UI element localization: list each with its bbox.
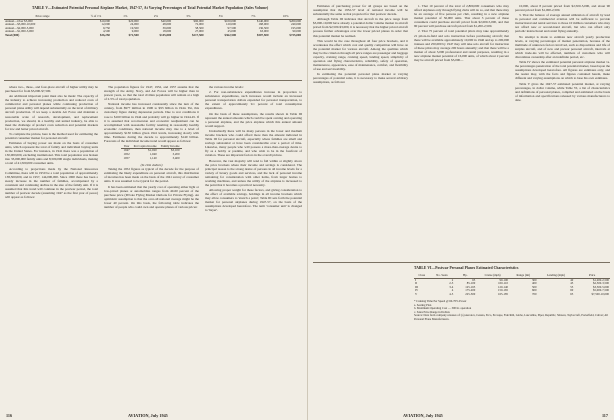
table-row <box>121 157 181 161</box>
table-cell: Annual—$3,000-10,000 <box>5 22 36 27</box>
running-footer: AVIATION, July 1945 <box>403 413 443 418</box>
table-cell: $60,000 <box>193 18 204 23</box>
paragraph: Table V gives the 1947-57 estimated potential market, at varying percentages, in dollar volume, while Table VI, a list of characteristics and definitions of personal planes, compiled and estimated on the basis of information and specifications released by various manufacturers to date. <box>515 81 610 102</box>
table-cell: V <box>415 291 418 296</box>
table-cell: $3,500-5,000 <box>593 284 609 289</box>
paragraph: To complete the picture, here is the method used for estimating the potential consumer market for personal aircraft: <box>5 131 98 140</box>
paragraph: 10,000, about 8 percent priced from $2,500-5,000, and about 90 percent priced from $1,000-2,500. <box>515 4 610 13</box>
table-cell: III <box>415 284 418 289</box>
table-cell: 85-100 <box>466 281 476 285</box>
table-cell: 168,000 <box>258 22 269 27</box>
page-117 <box>307 0 614 420</box>
paragraph: National income has increased consistently since the turn of the century, from $977 million in 1900 to $93 billion in 1944. Yet, this customary figure during depression periods. Due to war conditions it rose to $160 billion in 1944 and probably will go higher in 1944-45. If it is assumed that reconversion and economic readjustment can be accomplished with reasonable facility resulting in reasonably healthy economic conditions, then national income may rise to a level of approximately $130 billion given 1941 levels, increasing slowly with time. Estimates during the decade to approximately $140 billion. Forecasts of the individual income trend would appear as follows: <box>104 102 199 143</box>
table-cell: 24,000 <box>130 22 139 27</box>
table-row <box>414 293 610 297</box>
table-cell: 18,000 <box>162 29 172 34</box>
text-column-2 <box>104 85 199 405</box>
paragraph: No attempt is made to estimate new aircraft yearly production levels, at varying percentages of market penetration, because of the multitude of unknown factors involved, such as dispositions and life of surplus aircraft, and of new and prewar personal aircraft, intervals at which trade-ins will be effected, numbers of customers who will discontinue ownership after an indefinite period, etc. <box>515 34 610 59</box>
table-cell: 195,000 <box>290 25 301 30</box>
table-cell: 120,000 <box>225 22 237 27</box>
table-cell: 600 <box>532 288 537 292</box>
table-row-total <box>4 34 302 38</box>
table-cell: 120-140 <box>498 284 508 289</box>
table-header-cell: 5% <box>205 15 237 19</box>
table-cell: 1,040 <box>149 152 157 157</box>
divider <box>4 80 302 81</box>
paragraph: According to projections made by the National Resources Committee, there will in 1950 be a total population of approximately 138,500,000, and in 1957, 144,000,000. Since 1900 there has been a steady increase in the number of families, accompanied by a consistent and continuing decline in the size of the family unit. If it is assumed that this trend will continue in the postwar period, the total number of postwar decade (assuming 1947 as the first year of peace) will appear as follows: <box>5 166 98 199</box>
table-note: a. Seating Plan <box>414 302 432 307</box>
table-cell: 58,500 <box>195 25 204 30</box>
table5-caption: TABLE V—Estimated Potential Personal Airplane Market, 1947-57, At Varying Percentages of Total Potential Market Population (Sales Volume) <box>32 6 269 10</box>
paragraph: Estimates of purchasing power for all groups are based on the assumption that the 1952-57 level of national income will be substantially the same as that projected for that postwar decade. <box>313 4 408 17</box>
table-cell: 45 <box>570 281 574 285</box>
text-column-3 <box>515 4 610 254</box>
table-header-cell: Cruise (mph) <box>476 274 509 278</box>
table-cell: 500 <box>532 284 537 289</box>
table-cell: $5,000-7,500 <box>593 288 609 292</box>
table-cell: 300 <box>532 277 537 282</box>
table-cell: Annual—$1,000-3,000 <box>5 29 34 34</box>
table-cell: 45,000 <box>227 29 237 34</box>
table-cell: 3,400 <box>172 155 180 160</box>
table-cell: 72,000 <box>195 22 204 27</box>
table-header-cell: Range (mi) <box>509 274 538 278</box>
text-column-1 <box>313 4 408 254</box>
table-cell: 9,750 <box>102 25 110 30</box>
paragraph: Allowing proper weight for these factors, and giving consideration to the effect of available savings, holdings in all income brackets which may allow consumers to 'stretch a point', Table III sets forth the potential market for personal airplanes during 1947-57, on the basis of the assumptions developed heretofore. The term 'consumer unit' is changed to 'buyer'. <box>205 188 302 213</box>
table-cell: 90,000 <box>292 29 301 34</box>
table-header-cell: Price <box>574 274 610 278</box>
table-header-cell: 10% <box>270 15 303 19</box>
paragraph: 2. That 75 percent of total potential pilots may take approximately 21 pilots-in-field and solo instruction before purchasing aircraft; that there will be available approximately 10,000 in 1946 and up to 200,000 trainees and 250,000 by 1947 they will take solo aircraft for instruction of these pilots may average 200 hours annually; and that there will be a market of about 3,000 professional and rental purposes, resulting in a new airplane market potential of 16,000 units, of which about 2 percent may be aircraft priced from $5,000— <box>414 29 509 62</box>
table-cell: $100,000 <box>224 18 237 23</box>
table-cell: 225-300 <box>465 291 476 296</box>
paragraph: Undoubtedly there will be many persons in the lower and medium income brackets who could afford more than the amount indicated in Table III for personal aircraft, especially where families are small and savings substantial or have been considerable over a period of time. Likewise, many people who will possess a more-than-average desire to fly as a hobby or pastime, and who wish to be in the forefront of aviation. These are important factors in the overall picture. <box>205 129 302 158</box>
table-note: c. Sales Price Range in Dollars <box>414 309 450 314</box>
table-cell: 700 <box>532 291 537 296</box>
table-cell: 39,000 <box>162 25 172 30</box>
table-note: Source: Data from company releases of: (a) Aeronca, Cessna, Erco, Ercoupe, Fairchild, Globe, Luscombe, Piper, Republic, Stinson, Taylorcraft, Porterfield, Culver; All Personal Plane Manufacturers. <box>414 313 609 321</box>
table-header-cell: 3% <box>172 15 204 19</box>
paragraph: It has been estimated that the yearly cost of operating either light or low-priced planes or automobiles ranges from 40-60 percent of the purchase price (Private Flying Market Outlook for Private Flying). An optimistic assumption is that the over-all national average might be the lower 40 percent. On this basis, the following table indicates the number of people who could own and operate planes of various prices: <box>104 184 199 209</box>
table-cell: 150-165 <box>498 288 508 292</box>
table-cell: $10,000 <box>99 18 110 23</box>
paragraph: 3. That the balance of average annual utilization of aircraft by lead in personal and commercial aviation will be sufficient to provide instructional and rental services to those 10 million customers who may not afford new or second-hand aircraft, but who can afford only periodic instructional and rental flying annually. <box>515 13 610 34</box>
table-header-cell: Per Capita Income <box>133 143 157 148</box>
table-cell: 1952 <box>123 152 130 157</box>
table6-caption: TABLE VI—Postwar Personal Planes Estimated Characteristics <box>414 266 519 270</box>
table-cell: 1947 <box>123 148 130 153</box>
table-header-cell: 2% <box>140 15 172 19</box>
table-note: b. Maximum Operating Cost — 300 hr. operation <box>414 306 472 310</box>
table-header-cell: Hp. <box>454 274 476 278</box>
paragraph: In estimating the potential personal plane market at varying percentages of potential sales, it is necessary to make several arbitrary assumptions, as follows: <box>313 72 408 85</box>
table-cell: $2,500-3,500 <box>593 281 609 285</box>
table-cell: $362,500 <box>224 32 237 37</box>
table-header-cell: ½ of 1% <box>81 15 111 19</box>
table-header-cell: Family Income <box>160 143 180 148</box>
table-cell: $36,250 <box>99 32 110 37</box>
table-cell: 65 <box>472 277 476 282</box>
table-cell: 136,500 <box>258 25 269 30</box>
table-cell: $72,500 <box>128 32 139 37</box>
table-cell: $507,500 <box>256 32 269 37</box>
paragraph: the various income levels: <box>209 85 244 89</box>
table-cell: $200,000 <box>289 18 301 23</box>
paragraph: However, the vast majority will tend to fall within or slightly above the price brackets where their income and savings is considered. The principal reason is the strong desire of persons in all income levels for a variety of luxury goods and services, and the lack of personal income remaining for consideration with other items, from larger homes to washing machines, and unless the utility of the airplane is increased to the point that it becomes a practical necessity. <box>205 158 302 187</box>
text-column-2 <box>414 4 509 254</box>
table-cell: 3-4 <box>449 284 454 289</box>
paragraph: This would be the case throughout all four price brackets, and it accentuates the effect which cost and quality competition will have on the potential market for various aircraft. Among the qualities which may be the criterion through all price ranges are passenger and baggage capacity, cruising range, cruising speed, landing speed, simplicity of operation and flying characteristics, reliability, safety of operation, maintenance, appearance, ease of maintenance, comfort, and flexibility of use and serviceability. <box>313 38 408 72</box>
table-header-cell: Year <box>121 145 131 149</box>
table-cell: 19,500 <box>130 25 139 30</box>
table-cell: II <box>415 281 417 285</box>
table-header-cell: 1% <box>111 15 140 19</box>
paragraph: Estimates of buying power are made on the basis of consumer units, which represent the total of family and individual buying units in the United States. For instance, in 1941 there was a population of 130,000,000, excluding institutional. This total population was broken into 33,000,000 family units and 8,500,000 single individuals, making a total of 41,500,000 consumer units. <box>5 141 98 166</box>
table-cell: $40,000 <box>161 18 172 23</box>
table-cell: 9,000 <box>131 29 139 34</box>
table-cell: IV <box>415 288 419 292</box>
paragraph: 2. For non-subsistence expenditures increase in proportion to subsistence expenditures, such increases would include an increased personal transportation dollars expended for personal transportation, to the extent of approximately 9.1 percent of total consumption expenditures. <box>205 90 302 111</box>
table-cell: 175-200 <box>465 288 476 292</box>
income-table <box>121 145 181 160</box>
table-cell: 97,500 <box>227 25 237 30</box>
table-cell: I <box>415 277 416 282</box>
page-number: 116 <box>6 413 13 418</box>
table-cell: $725,000 <box>289 32 301 37</box>
table-cell: 400 <box>532 281 537 285</box>
table-cell: 2 <box>451 277 454 282</box>
table6-notes <box>414 300 610 321</box>
table-cell: $1,020 <box>148 148 157 153</box>
table5 <box>4 15 302 38</box>
paragraph: Although Table III indicates that aircraft in the price range from $3,000-10,000 have already a potential dollar volume market in aircraft priced from $2,500-$3,000, it is necessary that the higher priced aircraft possess further advantages over the lower priced planes in order that this potential market be realized. <box>313 17 408 38</box>
paragraph: An additional important point must also be made: The capacity of the industry to achieve increasing production and reduced costs of commercial and personal planes while continuing production of personal plane utility will depend substantially on the level of military aircraft production. If we keep a sizable Air Force and maintain a reasonable scale of research, development, and replacement production, we should, in a healthy and united industry, be able to meet the challenge of product costs reduction and potential markets for low and better priced aircraft. <box>5 94 98 131</box>
table-header-cell: Price range <box>4 15 81 19</box>
table-cell: $140,000 <box>256 18 269 23</box>
table-cell: Annual—Over $5,000 <box>5 18 33 23</box>
table-cell: 4,500 <box>102 29 110 34</box>
table-cell: 40 <box>570 277 574 282</box>
paragraph: Taking the 1952 figures as typical of the decade for the purpose of estimating the likely expenditure on personal aircraft, this distribution of incomes has been made on the basis of the 1941 survey of consumer units. It was assumed to be typical for the period. <box>104 167 199 184</box>
table-cell: Total (000) <box>5 32 20 37</box>
table-cell: 60 <box>570 288 574 292</box>
paragraph: On the basis of these assumptions, the results shown in Table III represent the annual amounts which could be spent owning and operating a personal airplane, and the price airplane which this annual amount would support. <box>205 111 302 128</box>
table-cell: 65 <box>570 291 574 296</box>
table-cell: $145,000 <box>159 32 172 37</box>
table-cell: 100-110 <box>498 281 508 285</box>
paragraph: where two-, three-, and four-place aircraft of higher utility may be purchased for from $5,000-$7,500. <box>5 85 98 94</box>
table-cell: 63,000 <box>259 29 269 34</box>
table-cell: $7,500-10,000 <box>591 291 609 296</box>
divider <box>313 262 610 263</box>
table-cell: Annual—$2,000-5,000 <box>5 25 34 30</box>
table-cell: 4 <box>451 288 454 292</box>
table-note: (In 1941 dollars) <box>140 163 163 168</box>
table-cell: 48,000 <box>162 22 172 27</box>
table-cell: 1957 <box>123 155 130 160</box>
table-header-cell: Class <box>414 274 430 278</box>
table-note: * Cruising Time Per Speed @ 60-70% Power <box>414 299 467 303</box>
table-cell: 3,200 <box>172 152 180 157</box>
table-header-cell: No. Seats <box>430 274 455 278</box>
table-cell: 165-185 <box>498 291 508 296</box>
table-cell: 2-3 <box>449 281 454 285</box>
page-number: 117 <box>601 413 608 418</box>
table-cell: $3,100 <box>171 148 180 153</box>
table-header-cell: Landing (mph) <box>538 274 575 278</box>
table-cell: 125-165 <box>465 284 476 289</box>
table-cell: 12,000 <box>101 22 110 27</box>
table-cell: 4-5 <box>449 291 454 296</box>
text-column-3 <box>205 85 302 405</box>
table-cell: 240,000 <box>290 22 301 27</box>
table-cell: $20,000 <box>128 18 139 23</box>
table-header-cell: 7% <box>237 15 269 19</box>
paragraph: The population figures for 1947, 1952, and 1957 assume that the strength of the Army, Navy, and Air Forces will be higher than in prewar years, so that the total civilian population will remain at a high of 2.3% of total population. <box>104 85 199 102</box>
paragraph: Table IV shows the estimated potential personal airplane market vs. the percentages penetration of the total potential market, based upon the assumptions developed heretofore. All figures are estimates only, and the reader may, with the facts and figures contained herein, make different and varying assumptions on which to base his own estimates. <box>515 60 610 81</box>
table6 <box>414 274 610 296</box>
table-cell: $1,200-2,500 <box>593 277 609 282</box>
table-cell: 27,000 <box>195 29 204 34</box>
table-cell: 90-100 <box>499 277 508 282</box>
text-column-1 <box>5 85 98 405</box>
running-footer: AVIATION, July 1945 <box>128 413 168 418</box>
table-cell: 55 <box>570 284 574 289</box>
table-cell: $217,500 <box>191 32 204 37</box>
table-cell: 1,140 <box>149 155 157 160</box>
paragraph: 1. That 10 percent of the total of 2,800,000 consumers who may afford airplanes only through flying clubs will do so, and that there may be an average of five persons per club, resulting in a new airplane market potential of 56,000 units. That about 3 percent of these consumers could purchase aircraft priced from $2,000-5,000, and that 90 percent will purchase aircraft priced from $1,200-2,500. <box>414 4 509 29</box>
